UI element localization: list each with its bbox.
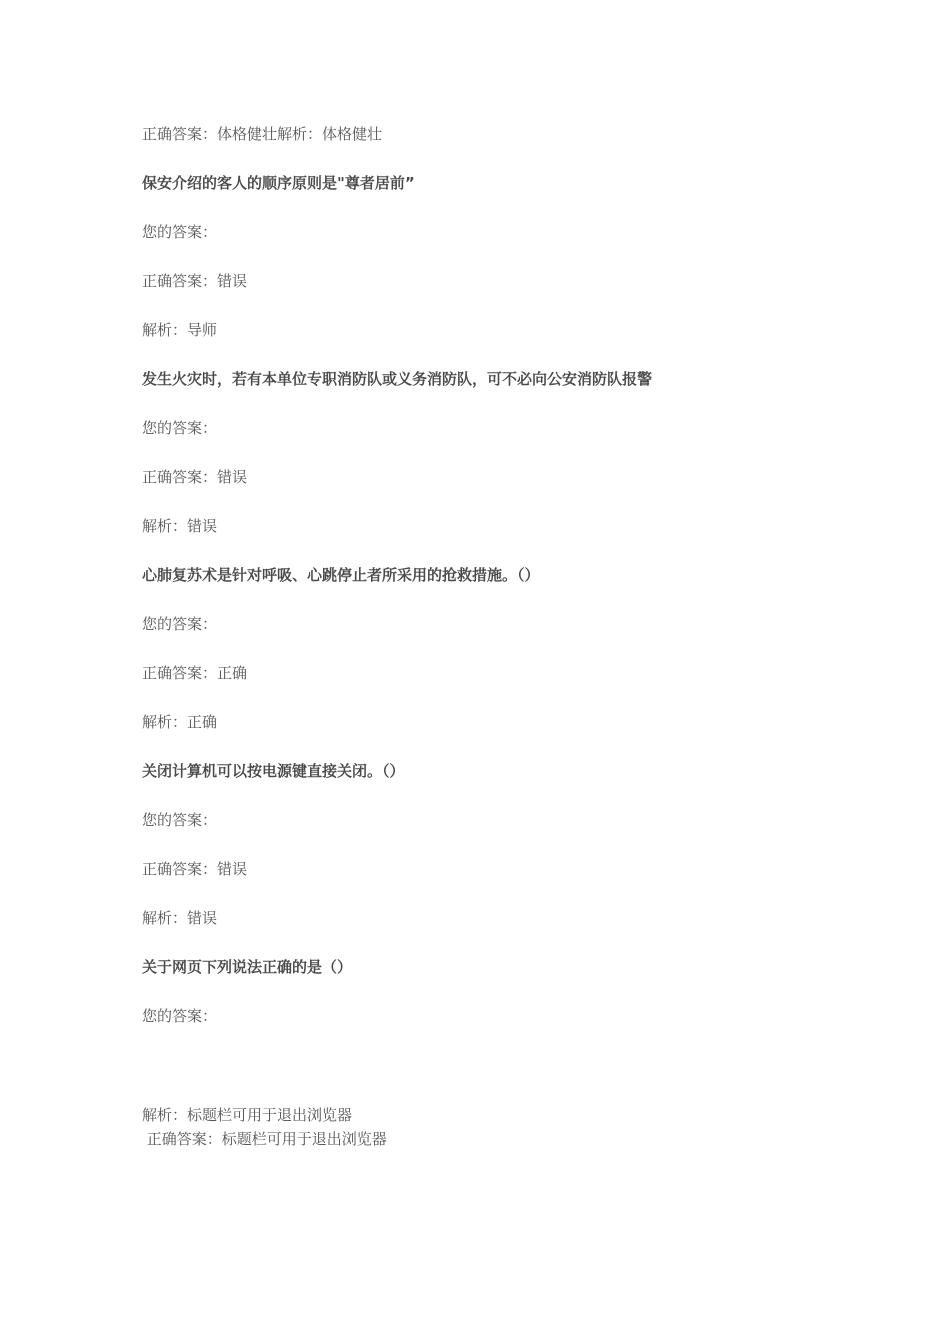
question-line: 保安介绍的客人的顺序原则是"尊者居前” — [142, 174, 415, 192]
question-line: 关于网页下列说法正确的是（） — [142, 958, 353, 976]
answer-line: 正确答案：标题栏可用于退出浏览器 — [142, 1130, 387, 1148]
answer-line: 正确答案：错误 — [142, 860, 248, 878]
question-line: 关闭计算机可以按电源键直接关闭。（） — [142, 762, 405, 780]
answer-line: 正确答案：体格健壮解析：体格健壮 — [142, 125, 383, 143]
analysis-line: 解析：标题栏可用于退出浏览器 — [142, 1106, 353, 1124]
question-line: 心肺复苏术是针对呼吸、心跳停止者所采用的抢救措施。（） — [142, 566, 540, 584]
analysis-line: 解析：错误 — [142, 909, 218, 927]
answer-line: 正确答案：错误 — [142, 272, 248, 290]
your-answer-line: 您的答案： — [142, 223, 218, 241]
analysis-line: 解析：错误 — [142, 517, 218, 535]
answer-line: 正确答案：正确 — [142, 664, 248, 682]
your-answer-line: 您的答案： — [142, 811, 218, 829]
answer-line: 正确答案：错误 — [142, 468, 248, 486]
analysis-line: 解析：正确 — [142, 713, 218, 731]
your-answer-line: 您的答案： — [142, 615, 218, 633]
your-answer-line: 您的答案： — [142, 1007, 218, 1025]
analysis-line: 解析：导师 — [142, 321, 218, 339]
your-answer-line: 您的答案： — [142, 419, 218, 437]
question-line: 发生火灾时，若有本单位专职消防队或义务消防队，可不必向公安消防队报警 — [142, 370, 653, 388]
